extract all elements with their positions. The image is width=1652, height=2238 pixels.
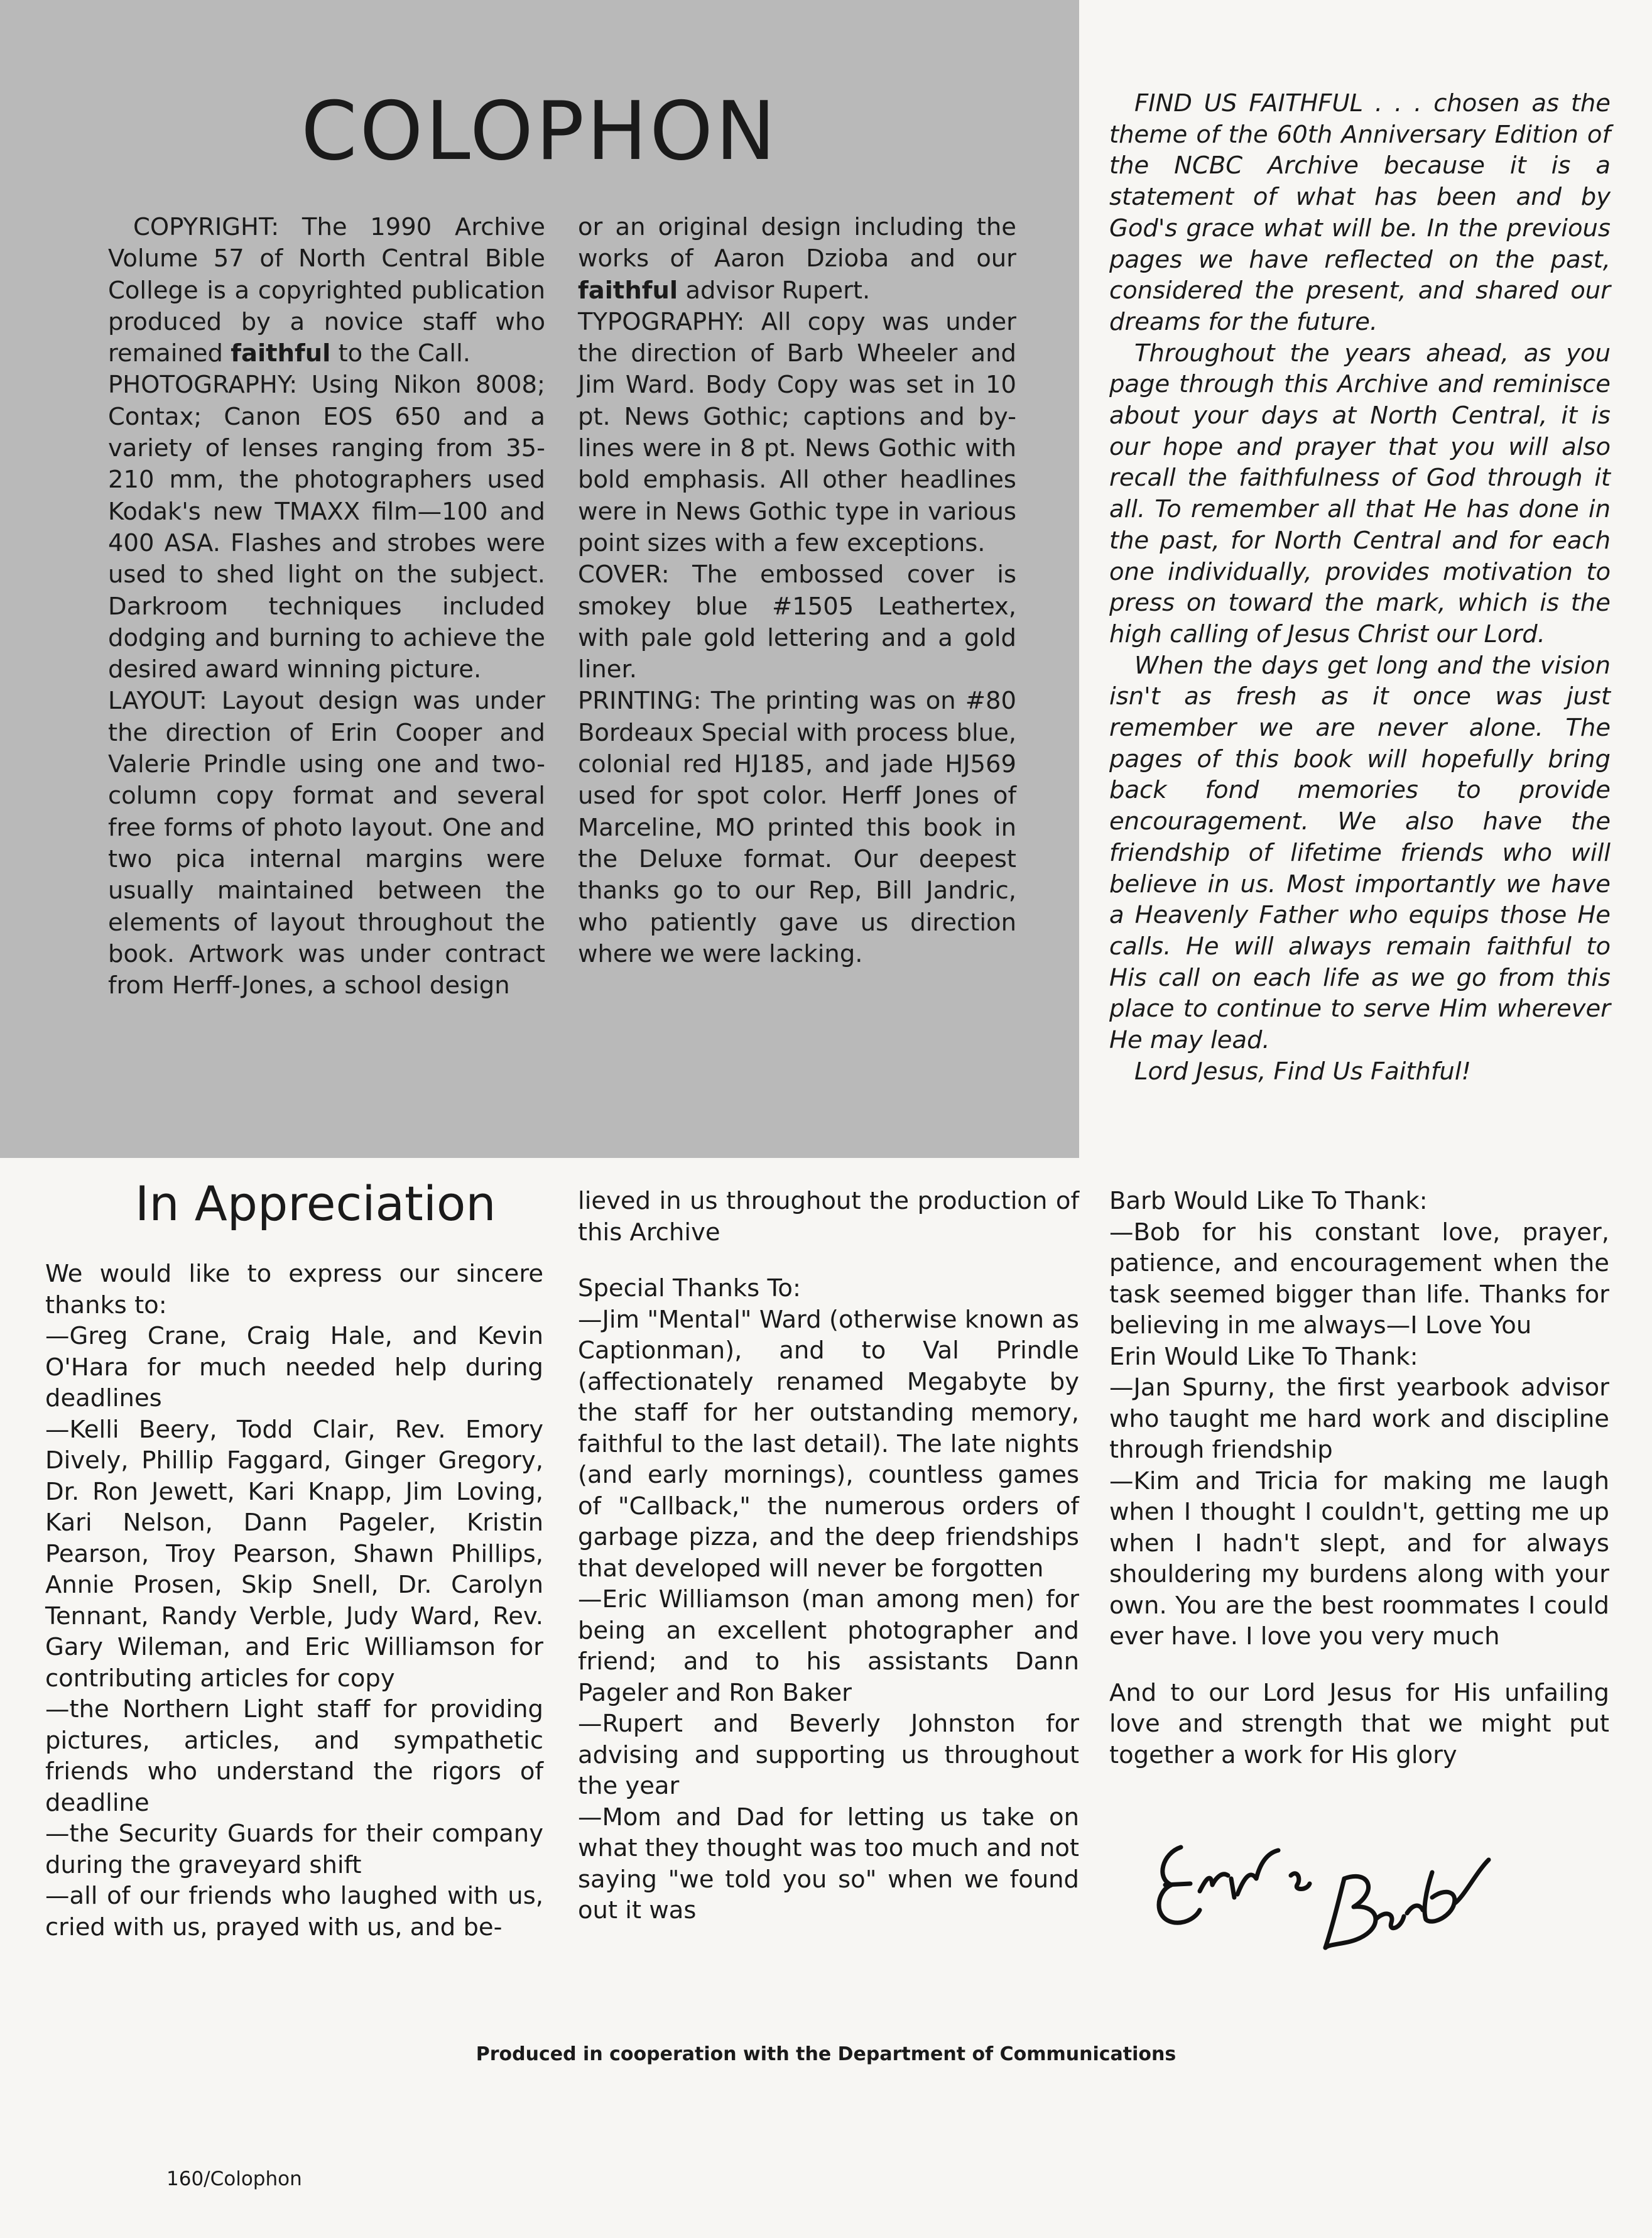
typography-paragraph: TYPOGRAPHY: All copy was under the direction of Barb Wheeler and Jim Ward. Body Copy was set in 10 pt. News Gothic; captions and by-lines were in 8 pt. News Gothic with bold emphasis. All other headlines were in News Gothic type in various point sizes with a few exceptions. xyxy=(578,307,1016,557)
closing-thanks: And to our Lord Jesus for His unfailing love and strength that we might put together a work for His glory xyxy=(1109,1678,1609,1769)
theme-statement xyxy=(1109,88,1611,1088)
thanks-item: —Mom and Dad for letting us take on what they thought was too much and not saying "we told you so" when we found out it was xyxy=(578,1803,1079,1924)
cover-paragraph: COVER: The embossed cover is smokey blue #1505 Leathertex, with pale gold lettering and a gold liner. xyxy=(578,560,1016,684)
thanks-item: —the Security Guards for their company during the graveyard shift xyxy=(45,1820,543,1879)
thanks-intro: We would like to express our sincere thanks to: xyxy=(45,1260,543,1319)
thanks-item: —Greg Crane, Craig Hale, and Kevin O'Hara for much needed help during deadlines xyxy=(45,1322,543,1412)
appreciation-column-3 xyxy=(1109,1186,1609,1771)
thanks-item: —all of our friends who laughed with us, cried with us, prayed with us, and be- xyxy=(45,1882,543,1941)
layout-paragraph: LAYOUT: Layout design was under the direction of Erin Cooper and Valerie Prindle using one and two-column copy format and several free forms of photo layout. One and two pica internal margins were usually maintained between the elements of layout throughout the book. Artwork was under contract from Herff-Jones, a school design xyxy=(108,687,545,1000)
erin-thanks-heading: Erin Would Like To Thank: xyxy=(1109,1342,1418,1371)
special-thanks-heading: Special Thanks To: xyxy=(578,1274,801,1302)
signature-image xyxy=(1137,1810,1514,1973)
thanks-continued: lieved in us throughout the production of this Archive xyxy=(578,1187,1079,1247)
production-credit: Produced in cooperation with the Department of Communications xyxy=(475,2043,1177,2065)
theme-paragraph: Throughout the years ahead, as you page through this Archive and reminisce about your days at North Central, it is our hope and prayer that you will also recall the faithfulness of God through it all. To remember all that He has done in the past, for North Central and for each one individually, provides motivation to press on toward the mark, which is the high calling of Jesus Christ our Lord. xyxy=(1109,339,1611,648)
theme-paragraph: FIND US FAITHFUL . . . chosen as the theme of the 60th Anniversary Edition of the NCBC Archive because it is a statement of what has been and by God's grace what will be. In the previous pages we have reflected on the past, considered the present, and shared our dreams for the future. xyxy=(1109,89,1611,336)
thanks-item: —Kelli Beery, Todd Clair, Rev. Emory Dively, Phillip Faggard, Ginger Gregory, Dr. Ron Jewett, Kari Knapp, Jim Loving, Kari Nelson, Dann Pageler, Kristin Pearson, Troy Pearson, Shawn Phillips, Annie Prosen, Skip Snell, Dr. Carolyn Tennant, Randy Verble, Judy Ward, Rev. Gary Wileman, and Eric Williamson for contributing articles for copy xyxy=(45,1415,543,1693)
thanks-item: —the Northern Light staff for providing pictures, articles, and sympathetic friends who understand the rigors of deadline xyxy=(45,1695,543,1817)
thanks-item: —Eric Williamson (man among men) for being an excellent photographer and friend; and to his assistants Dann Pageler and Ron Baker xyxy=(578,1585,1079,1707)
appreciation-column-2 xyxy=(578,1186,1079,1926)
colophon-column-2 xyxy=(578,212,1016,970)
thanks-item: —Kim and Tricia for making me laugh when I thought I couldn't, getting me up when I hadn't slept, and for always shouldering my burdens along with your own. You are the best roommates I could ever have. I love you very much xyxy=(1109,1466,1609,1651)
photography-paragraph: PHOTOGRAPHY: Using Nikon 8008; Contax; Canon EOS 650 and a variety of lenses ranging from 35-210 mm, the photographers used Kodak's new TMAXX film—100 and 400 ASA. Flashes and strobes were used to shed light on the subject. Darkroom techniques included dodging and burning to achieve the desired award winning picture. xyxy=(108,371,545,684)
theme-closing: Lord Jesus, Find Us Faithful! xyxy=(1134,1057,1471,1086)
artwork-continued: or an original design including the works of Aaron Dzioba and our faithful advisor Rupert. xyxy=(578,213,1016,305)
thanks-item: —Bob for his constant love, prayer, patience, and encouragement when the task seemed bigger than life. Thanks for believing in me always—I Love You xyxy=(1109,1218,1609,1340)
printing-paragraph: PRINTING: The printing was on #80 Bordeaux Special with process blue, colonial red HJ185, and jade HJ569 used for spot color. Herff Jones of Marceline, MO printed this book in the Deluxe format. Our deepest thanks go to our Rep, Bill Jandric, who patiently gave us direction where we were lacking. xyxy=(578,687,1016,968)
theme-paragraph: When the days get long and the vision isn't as fresh as it once was just remember we are never alone. The pages of this book will hopefully bring back fond memories to provide encouragement. We also have the friendship of lifetime friends who will believe in us. Most importantly we have a Heavenly Father who equips those He calls. He will always remain faithful to His call on each life as we go from this place to continue to serve Him wherever He may lead. xyxy=(1109,651,1611,1055)
appreciation-column-1 xyxy=(45,1258,543,1943)
thanks-item: —Jan Spurny, the first yearbook advisor who taught me hard work and discipline through friendship xyxy=(1109,1373,1609,1464)
page-number: 160/Colophon xyxy=(166,2168,302,2190)
copyright-paragraph: COPYRIGHT: The 1990 Archive Volume 57 of North Central Bible College is a copyrighted publication produced by a novice staff who remained faithful to the Call. xyxy=(108,213,545,368)
appreciation-title: In Appreciation xyxy=(135,1176,496,1231)
barb-thanks-heading: Barb Would Like To Thank: xyxy=(1109,1187,1428,1215)
colophon-column-1 xyxy=(108,212,545,1002)
colophon-title: COLOPHON xyxy=(301,85,778,178)
thanks-item: —Rupert and Beverly Johnston for advising and supporting us throughout the year xyxy=(578,1710,1079,1800)
thanks-item: —Jim "Mental" Ward (otherwise known as Captionman), and to Val Prindle (affectionately renamed Megabyte by the staff for her outstanding memory, faithful to the last detail). The late nights (and early mornings), countless games of "Callback," the numerous orders of garbage pizza, and the deep friendships that developed will never be forgotten xyxy=(578,1305,1079,1583)
